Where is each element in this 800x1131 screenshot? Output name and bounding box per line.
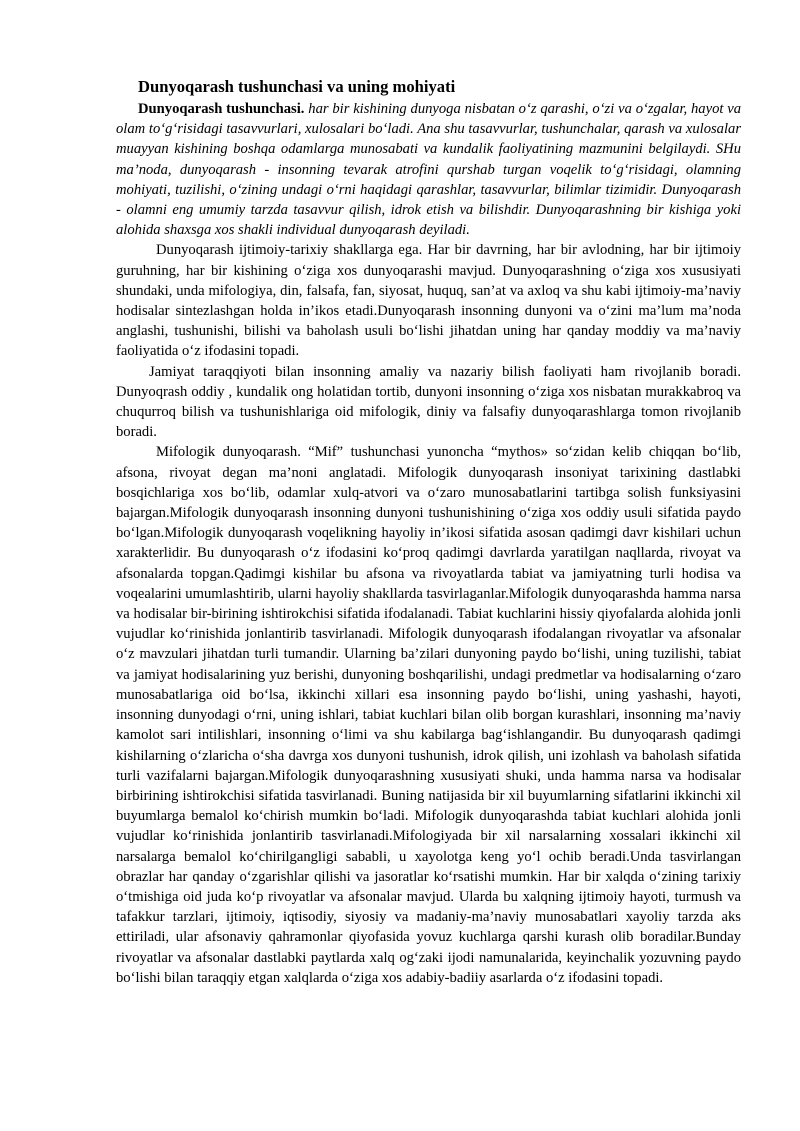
paragraph-development: Jamiyat taraqqiyoti bilan insonning amaliy va nazariy bilish faoliyati ham rivojlanib boradi. Dunyoqrash oddiy , kundalik ong holatidan tortib, dunyoni insonning o‘ziga xos nisbatan murakkabroq va chuqurroq bilish va tushunishlariga oid mifologik, diniy va falsafiy dunyoqarashlarga tomon rivojlanib boradi. [116, 363, 741, 441]
paragraph-mythological-worldview: Mifologik dunyoqarash. “Mif” tushunchasi yunoncha “mythos» so‘zidan kelib chiqqan bo‘lib, afsona, rivoyat degan ma’noni anglatadi. Mifologik dunyoqarash insoniyat tarixining dastlabki bosqichlariga xos bo‘lib, odamlar xulq-atvori va o‘zaro munosabatlarini tartibga solish funksiyasini bajargan.Mifologik dunyoqarash insonning dunyoni tushunishining o‘ziga xos oddiy usuli sifatida paydo bo‘lgan.Mifologik dunyoqarash voqelikning hayoliy in’ikosi sifatida asosan qadimgi davr kishilari uchun xarakterlidir. Bu dunyoqarash o‘z ifodasini ko‘proq qadimgi davrlarda yaratilgan naqllarda, rivoyat va afsonalarda topgan.Qadimgi kishilar bu afsona va rivoyatlarda tabiat va jamiyatning turli hodisa va voqealarini umumlashtirib, ularni hayoliy shakllarda tasvirlaganlar.Mifologik dunyoqarashda hamma narsa va hodisalar bir-birining ishtirokchisi sifatida ifodalanadi. Tabiat kuchlarini hissiy qiyofalarda alohida jonli vujudlar ko‘rinishida jonlantirib tasvirlanadi. Mifologik dunyoqarash ifodalangan rivoyatlar va afsonalar o‘z mavzulari jihatdan turli tumandir. Ularning ba’zilari dunyoning paydo bo‘lishi, uning tuzilishi, tabiat va jamiyat hodisalarining yuz berishi, dunyoning boshqarilishi, undagi predmetlar va hodisalarning o‘zaro munosabatlariga oid bo‘lsa, ikkinchi xillari esa insonning paydo bo‘lishi, uning yashashi, hayoti, insonning dunyodagi o‘rni, uning ishlari, tabiat kuchlari bilan olib borgan kurashlari, insonning ma’naviy kamolot sari intilishlari, insonning o‘limi va shu kabilarga bag‘ishlangandir. Bu dunyoqarash qadimgi kishilarning o‘zlaricha o‘sha davrga xos dunyoni tushunish, idrok qilish, uni izohlash va baholash sifatida turli vazifalarni bajargan.Mifologik dunyoqarashning xususiyati shuki, unda hamma narsa va hodisalar birbirining ishtirokchisi sifatida tasvirlanadi. Buning natijasida bir xil buyumlarning sifatlarini ikkinchi xil buyumlarga bemalol ko‘chirish mumkin bo‘ladi. Mifologik dunyoqarashda tabiat kuchlari alohida jonli vujudlar ko‘rinishida jonlantirib tasvirlanadi.Mifologiyada bir xil narsalarning xossalari ikkinchi xil narsalarga bemalol ko‘chirilgangligi sababli, u xayolotga keng yo‘l ochib beradi.Unda tasvirlangan obrazlar har qanday o‘zgarishlar qilishi va jasoratlar ko‘rsatishi mumkin. Har bir xalqda o‘zining tarixiy o‘tmishiga oid juda ko‘p rivoyatlar va afsonalar mavjud. Ularda bu xalqning ijtimoiy hayoti, turmush va tafakkur tarzlari, ijtimoiy, iqtisodiy, siyosiy va madaniy-ma’naviy munosabatlari xayoliy tarzda aks ettiriladi, ular afsonaviy qahramonlar qiyofasida yovuz kuchlarga qarshi kurash olib boradilar.Bunday rivoyatlar va afsonalar dastlabki paytlarda xalq og‘zaki ijodi namunalarida, keyinchalik yozuvning paydo bo‘lishi bilan taraqqiy etgan xalqlarda o‘ziga xos adabiy-badiiy asarlarda o‘z ifodasini topadi. [116, 444, 741, 986]
intro-lead-term: Dunyoqarash tushunchasi. [138, 101, 305, 117]
document-title: Dunyoqarash tushunchasi va uning mohiyati [138, 77, 456, 96]
document-page [116, 76, 741, 988]
intro-definition: har bir kishining dunyoga nisbatan o‘z qarashi, o‘zi va o‘zgalar, hayot va olam to‘g‘risidagi tasavvurlari, xulosalari bo‘ladi. Ana shu tasavvurlar, tushunchalar, qarash va xulosalar muayyan kishining boshqa odamlarga munosabati va kundalik faoliyatining mazmunini belgilaydi. SHu ma’noda, dunyoqarash - insonning tevarak atrofini qurshab turgan voqelik to‘g‘risidagi, olamning mohiyati, tuzilishi, o‘zining undagi o‘rni haqidagi qarashlar, tasavvurlar, bilimlar tizimidir. Dunyoqarash - olamni eng umumiy tarzda tasavvur qilish, idrok etish va bilishdir. Dunyoqarashning bir kishiga yoki alohida shaxsga xos shakli individual dunyoqarash deyiladi. [116, 101, 742, 239]
paragraph-social-historical: Dunyoqarash ijtimoiy-tarixiy shakllarga ega. Har bir davrning, har bir avlodning, har bir ijtimoiy guruhning, har bir kishining o‘ziga xos dunyoqarashi mavjud. Dunyoqarashning o‘ziga xos xususiyati shundaki, unda mifologiya, din, falsafa, fan, siyosat, huquq, san’at va axloq va shu kabi ijtimoiy-ma’naviy hodisalar sintezlashgan holda in’ikos etadi.Dunyoqarash insonning dunyoni va o‘zini ma’lum ma’noda anglashi, tushunishi, bilishi va baholash usuli bo‘lishi jihatdan uning har qanday moddiy va ma’naviy faoliyatida o‘z ifodasini topadi. [116, 242, 741, 360]
intro-paragraph [116, 99, 741, 240]
